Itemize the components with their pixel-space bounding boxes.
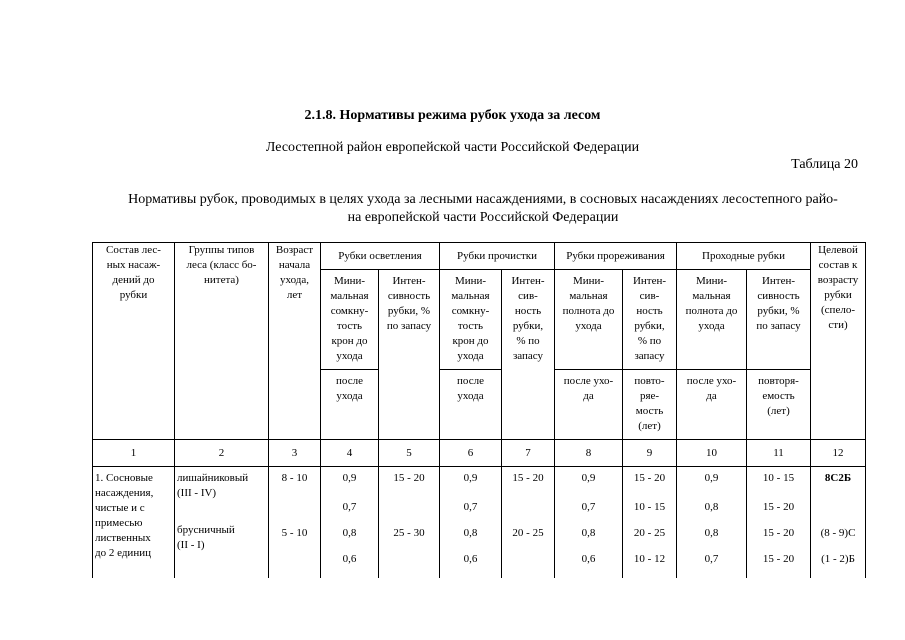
value: 15 - 20 (762, 527, 795, 539)
value: 15 - 20 (512, 472, 544, 484)
value: 20 - 25 (633, 527, 666, 539)
value: 0,8 (342, 527, 357, 539)
cell-col-11 (747, 467, 811, 579)
header-intensity: Интен- сивность рубки, % по запасу (379, 270, 440, 440)
value: (1 - 2)Б (821, 553, 855, 565)
column-number: 1 (93, 440, 175, 467)
value: 0,6 (342, 553, 357, 565)
column-number: 12 (811, 440, 866, 467)
value: 0,7 (342, 501, 357, 513)
value: 0,6 (581, 553, 596, 565)
value: 0,7 (581, 501, 596, 513)
value: 10 - 15 (762, 472, 795, 484)
header-start-age: Возраст начала ухода, лет (269, 243, 321, 440)
value: 0,8 (704, 527, 719, 539)
norms-table (92, 242, 866, 578)
value: 15 - 20 (633, 472, 666, 484)
cell-forest-groups (175, 467, 269, 579)
header-min-crown-density: Мини- мальная сомкну- тость крон до ухода (321, 270, 379, 370)
value: 0,7 (463, 501, 478, 513)
value (813, 500, 863, 526)
header-min-fullness-2: Мини- мальная полнота до ухода (677, 270, 747, 370)
value: 0,8 (704, 501, 719, 513)
header-passage: Проходные рубки (677, 243, 811, 270)
forest-group-lichen: лишайниковый (III - IV) (177, 472, 249, 499)
header-forest-groups: Группы типов леса (класс бо- нитета) (175, 243, 269, 440)
header-composition: Состав лес- ных насаж- дений до рубки (93, 243, 175, 440)
header-cleaning: Рубки прочистки (440, 243, 555, 270)
cell-col-10 (677, 467, 747, 579)
header-target: Целевой состав к возрасту рубки (спело- сти) (811, 243, 866, 440)
forest-group-lingonberry: брусничный (II - I) (177, 524, 235, 551)
start-age-2: 5 - 10 (281, 527, 308, 539)
start-age-1: 8 - 10 (281, 472, 308, 484)
header-repeatability-2: повторя- емость (лет) (747, 370, 811, 440)
header-intensity-4: Интен- сивность рубки, % по запасу (747, 270, 811, 370)
header-repeatability: повто- ряе- мость (лет) (623, 370, 677, 440)
header-min-fullness: Мини- мальная полнота до ухода (555, 270, 623, 370)
cell-col-12 (811, 467, 866, 579)
cell-col-8 (555, 467, 623, 579)
header-lightening: Рубки осветления (321, 243, 440, 270)
value: 0,8 (463, 527, 478, 539)
value: 10 - 12 (633, 553, 666, 565)
value: 10 - 15 (633, 501, 666, 513)
cell-col-5 (379, 467, 440, 579)
column-number: 9 (623, 440, 677, 467)
value: 0,9 (463, 472, 478, 484)
cell-col-4 (321, 467, 379, 579)
cell-col-6 (440, 467, 502, 579)
table-caption: Нормативы рубок, проводимых в целях ухода за лесными насаждениями, в сосновых насаждениях лесостепного райо- на европейской части Российской Федерации (128, 192, 838, 225)
column-number: 5 (379, 440, 440, 467)
value: 0,8 (581, 527, 596, 539)
header-thinning: Рубки прореживания (555, 243, 677, 270)
value: 0,9 (581, 472, 596, 484)
section-heading: 2.1.8. Нормативы режима рубок ухода за лесом (304, 108, 601, 123)
cell-col-7 (502, 467, 555, 579)
column-number: 8 (555, 440, 623, 467)
value: 0,9 (704, 472, 719, 484)
value: 0,6 (463, 553, 478, 565)
header-min-crown-density-2: Мини- мальная сомкну- тость крон до ухода (440, 270, 502, 370)
value: 0,7 (704, 553, 719, 565)
header-after-care-4: после ухо- да (677, 370, 747, 440)
column-number: 11 (747, 440, 811, 467)
value: (8 - 9)С (820, 527, 856, 539)
value: 25 - 30 (393, 527, 425, 539)
cell-col-9 (623, 467, 677, 579)
column-number: 6 (440, 440, 502, 467)
region-subtitle: Лесостепной район европейской части Российской Федерации (265, 140, 640, 155)
header-after-care-3: после ухо- да (555, 370, 623, 440)
table-number: Таблица 20 (791, 157, 858, 172)
column-number: 3 (269, 440, 321, 467)
cell-composition: 1. Сосновые насаждения, чистые и с примесью лиственных до 2 единиц (93, 467, 175, 579)
column-number: 4 (321, 440, 379, 467)
header-after-care-2: после ухода (440, 370, 502, 440)
value: 0,9 (342, 472, 357, 484)
value: 15 - 20 (393, 472, 425, 484)
header-after-care: после ухода (321, 370, 379, 440)
cell-start-age (269, 467, 321, 579)
value: 15 - 20 (762, 553, 795, 565)
header-intensity-3: Интен- сив- ность рубки, % по запасу (623, 270, 677, 370)
value: 20 - 25 (512, 527, 544, 539)
header-intensity-2: Интен- сив- ность рубки, % по запасу (502, 270, 555, 440)
value: 15 - 20 (762, 501, 795, 513)
column-number: 2 (175, 440, 269, 467)
column-number: 7 (502, 440, 555, 467)
column-number: 10 (677, 440, 747, 467)
value: 8С2Б (824, 472, 852, 484)
